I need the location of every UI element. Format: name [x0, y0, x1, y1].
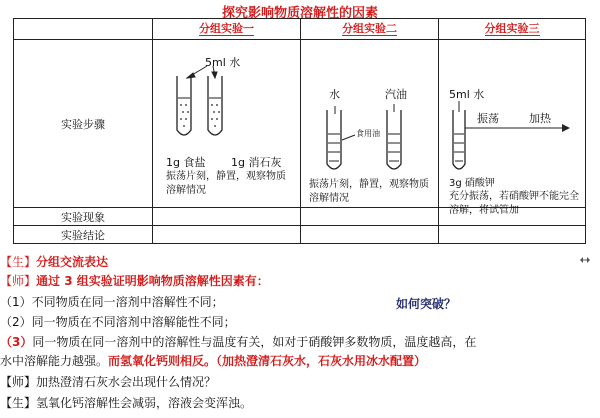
line-teacher-intro: [0, 272, 600, 289]
row-label-conclusion: 实验结论: [14, 226, 153, 244]
move-handle-icon[interactable]: [579, 255, 591, 265]
point-3-continued: [0, 352, 600, 369]
header-exp1: 分组实验一: [153, 19, 301, 40]
row-label-phenomena: 实验现象: [14, 208, 153, 226]
exp2-gasoline-label: 汽油: [385, 88, 407, 101]
exp2-cell: [301, 40, 439, 208]
point-3: [0, 333, 600, 350]
exp1-tube2-label: 1g 消石灰: [231, 156, 282, 169]
exp3-shake-label: 振荡: [477, 112, 499, 125]
exp3-solute-label: 3g 硝酸钾: [449, 178, 495, 189]
teacher-question-text: 加热澄清石灰水会出现什么情况？: [36, 375, 217, 389]
conclusion-exp1: [153, 226, 301, 244]
line-teacher-question: [0, 373, 600, 390]
conclusion-exp3: [439, 226, 586, 244]
exp1-cell: [153, 40, 301, 208]
phenomena-exp2: [301, 208, 439, 226]
point-3-red-note: 而氢氧化钙则相反。（加热澄清石灰水，石灰水用冰水配置）: [108, 354, 427, 368]
point-3-text: 同一物质在同一溶剂中的溶解性与温度有关，如对于硝酸钾多数物质，温度越高，在: [32, 335, 477, 349]
point-3-cont-text: 水中溶解能力越强。: [0, 354, 109, 368]
point-1: （1）不同物质在同一溶剂中溶解性不同；: [0, 295, 224, 309]
exp1-tube1-label: 1g 食盐: [166, 156, 206, 169]
exp2-description: 振荡片刻，静置，观察物质溶解情况: [309, 179, 429, 204]
point-3-number: （3）: [0, 335, 33, 349]
page-title: 探究影响物质溶解性的因素: [221, 6, 378, 21]
discussion-heading: 分组交流表达: [36, 255, 109, 269]
exp1-description: 振荡片刻，静置，观察物质溶解情况: [166, 171, 286, 196]
tag-teacher-2: 【师】: [0, 375, 37, 389]
phenomena-exp1: [153, 208, 301, 226]
exp2-water-label: 水: [329, 88, 340, 101]
experiment-table: [13, 18, 586, 244]
exp2-oil-label: 食用油: [356, 129, 380, 138]
exp3-heat-label: 加热: [529, 112, 551, 125]
teacher-intro-text: 通过 3 组实验证明影响物质溶解性因素有：: [36, 274, 269, 288]
point-2: （2）同一物质在不同溶剂中溶解能性不同；: [0, 315, 236, 329]
breakthrough-note: 如何突破？: [396, 297, 457, 311]
header-empty: [14, 19, 153, 40]
tag-student-2: 【生】: [0, 396, 37, 410]
row-label-steps: 实验步骤: [14, 40, 153, 208]
line-student-answer: [0, 394, 600, 411]
exp1-water-label: 5ml 水: [205, 56, 241, 69]
tag-student: 【生】: [0, 255, 37, 269]
header-exp3: 分组实验三: [439, 19, 586, 40]
exp3-description: 充分振荡，若硝酸钾不能完全溶解，将试管加: [449, 191, 579, 216]
exp3-water-label: 5ml 水: [449, 88, 485, 101]
student-answer-text: 氢氧化钙溶解性会减弱，溶液会变浑浊。: [36, 396, 253, 410]
line-student-discussion: [0, 253, 600, 270]
conclusion-exp2: [301, 226, 439, 244]
exp3-cell: [439, 40, 586, 216]
header-exp2: 分组实验二: [301, 19, 439, 40]
tag-teacher: 【师】: [0, 274, 37, 288]
